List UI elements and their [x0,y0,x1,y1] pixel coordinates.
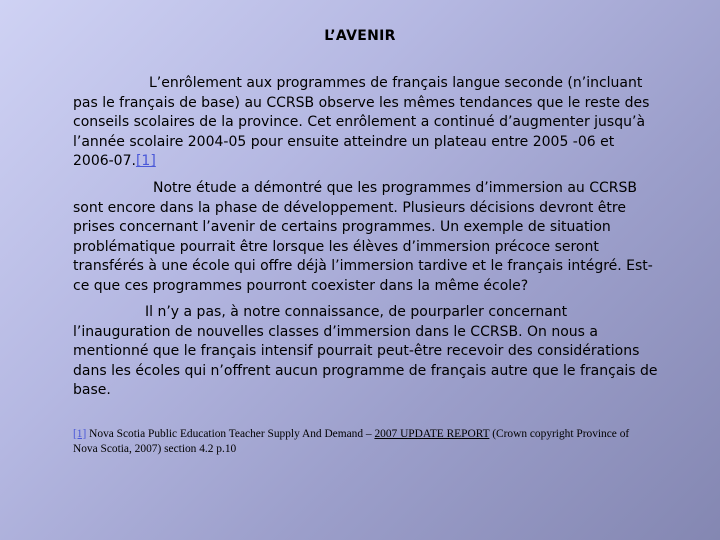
footnote-reference-link[interactable]: [1] [135,153,156,170]
footnote [73,427,643,457]
footnote-report-title: 2007 UPDATE REPORT [374,428,490,440]
paragraph-immersion-study: Notre étude a démontré que les programmes d’immersion au CCRSB sont encore dans la phase de développement. Plusieurs décisions devront être prises concernant l’avenir de certains programmes. Un exemple de situation problématique pourrait être lorsque les élèves d’immersion précoce seront transférés à une école qui offre déjà l’immersion tardive et le français intégré. Est-ce que ces programmes pourront coexister dans la même école? [73,180,653,294]
footnote-text-before: Nova Scotia Public Education Teacher Supply And Demand – [86,428,375,440]
footnote-text-after: (Crown copyright Province of Nova Scotia, 2007) section 4.2 p.10 [73,428,630,455]
footnote-anchor-link[interactable]: [1] [73,428,87,440]
paragraph-enrolment-text: L’enrôlement aux programmes de français langue seconde (n’incluant pas le français de base) au CCRSB observe les mêmes tendances que le reste des conseils scolaires de la province. Cet enrôlement a continué d’augmenter jusqu’à l’année scolaire 2004-05 pour ensuite atteindre un plateau entre 2005 -06 et 2006-07. [73,75,650,170]
paragraph-enrolment [73,74,658,172]
slide-title: L’AVENIR [324,28,396,44]
paragraph-new-classes: Il n’y a pas, à notre connaissance, de pourparler concernant l’inauguration de nouvelles classes d’immersion dans le CCRSB. On nous a mentionné que le français intensif pourrait peut-être recevoir des considérations dans les écoles qui n’offrent aucun programme de français autre que le français de base. [73,304,658,399]
